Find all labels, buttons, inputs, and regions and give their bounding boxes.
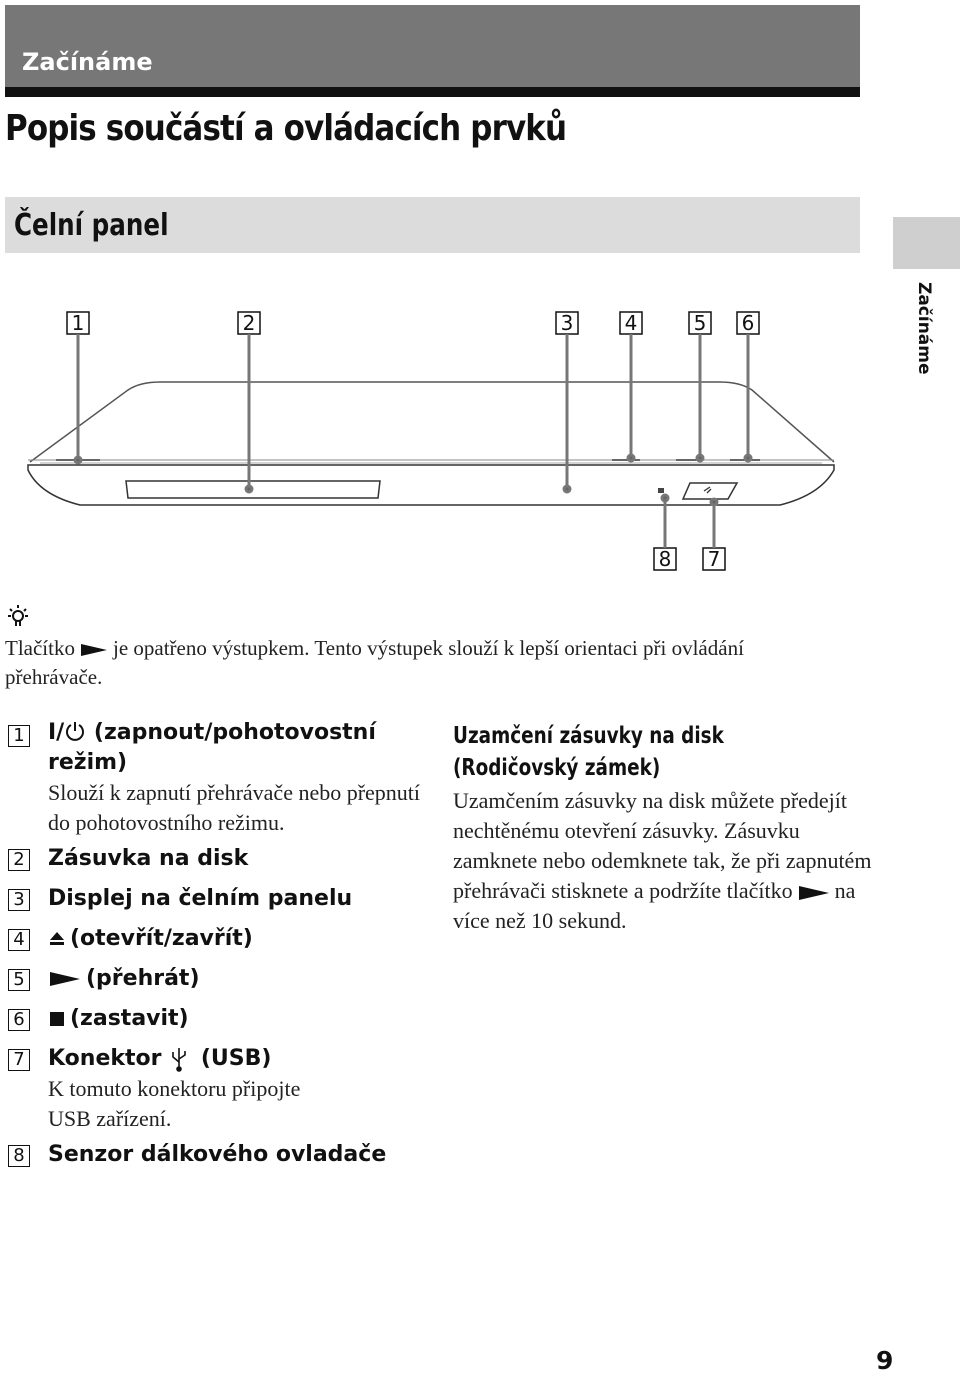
- item-number: 6: [8, 1009, 30, 1031]
- play-icon: [48, 970, 82, 988]
- item-number: 1: [8, 725, 30, 747]
- power-icon: I/: [48, 720, 86, 745]
- remote-sensor: [658, 488, 664, 493]
- item-number: 3: [8, 889, 30, 911]
- lock-heading-1: Uzamčení zásuvky na disk: [453, 723, 724, 749]
- list-item-1: [8, 718, 438, 838]
- callout-2-label: 2: [242, 311, 256, 335]
- callout-7: [703, 547, 725, 571]
- callout-4: [620, 311, 642, 335]
- side-tab: [893, 217, 960, 269]
- item-title: Displej na čelním panelu: [48, 886, 353, 911]
- item-number: 7: [8, 1049, 30, 1071]
- callout-8-label: 8: [658, 547, 672, 571]
- item-number: 2: [8, 849, 30, 871]
- callout-6-label: 6: [741, 311, 755, 335]
- section-label: Začínáme: [22, 48, 153, 76]
- section-rule: [5, 87, 860, 97]
- item-title-text: (USB): [200, 1046, 272, 1071]
- usb-port: [683, 483, 737, 499]
- list-item-8: [8, 1140, 438, 1170]
- item-description: Slouží k zapnutí přehrávače nebo přepnutí do pohotovostního režimu.: [48, 780, 421, 835]
- callout-5: [689, 311, 711, 335]
- callout-3: [556, 311, 578, 335]
- side-tab-label: Začínáme: [914, 282, 934, 375]
- item-title-text: (zastavit): [70, 1006, 189, 1031]
- play-icon: [797, 884, 831, 902]
- lock-body-before: Uzamčením zásuvky na disk můžete předejít nechtěnému otevření zásuvky. Zásuvku zamknete nebo odemknete tak, že při zapnutém přehrávači stisknete a podržíte tlačítko: [453, 788, 872, 903]
- item-title: [48, 964, 438, 994]
- callout-3-label: 3: [560, 311, 574, 335]
- list-item-5: [8, 964, 438, 994]
- item-title: [48, 924, 438, 954]
- lock-body: [453, 786, 873, 936]
- item-title-before: Konektor: [48, 1046, 162, 1071]
- hint-text: [5, 634, 835, 692]
- item-title: [48, 718, 438, 778]
- page-title: Popis součástí a ovládacích prvků: [5, 108, 567, 149]
- item-title: Zásuvka na disk: [48, 846, 249, 871]
- lock-heading-2: (Rodičovský zámek): [453, 755, 661, 781]
- play-icon: [79, 642, 109, 658]
- item-title: Senzor dálkového ovladače: [48, 1142, 387, 1167]
- front-panel-diagram: [0, 300, 860, 590]
- usb-icon: [169, 1046, 189, 1072]
- item-description: K tomuto konektoru připojte USB zařízení.: [48, 1076, 301, 1131]
- list-item-7: [8, 1044, 438, 1134]
- list-item-3: [8, 884, 438, 914]
- list-item-4: [8, 924, 438, 954]
- callout-4-label: 4: [624, 311, 638, 335]
- subsection-title: Čelní panel: [14, 208, 169, 243]
- item-title: [48, 1044, 438, 1074]
- callout-8: [654, 547, 676, 571]
- item-title-text: (zapnout/pohotovostní režim): [48, 720, 376, 775]
- callout-7-label: 7: [707, 547, 721, 571]
- eject-icon: [48, 930, 66, 948]
- hint-text-before: Tlačítko: [5, 636, 75, 660]
- parental-lock-section: [453, 720, 873, 936]
- item-title-text: (otevřít/zavřít): [70, 926, 253, 951]
- callout-2: [238, 311, 260, 335]
- item-title-text: (přehrát): [86, 966, 200, 991]
- item-number: 4: [8, 929, 30, 951]
- callout-6: [737, 311, 759, 335]
- item-number: 5: [8, 969, 30, 991]
- item-number: 8: [8, 1145, 30, 1167]
- list-item-6: [8, 1004, 438, 1034]
- hint-text-after: je opatřeno výstupkem. Tento výstupek slouží k lepší orientaci při ovládání přehrávače.: [5, 636, 744, 689]
- callout-1: [67, 311, 89, 335]
- parts-list: [8, 718, 438, 1170]
- lock-body-after: na více než 10 sekund.: [453, 878, 856, 933]
- item-title: [48, 1004, 438, 1034]
- player-front-panel: [28, 382, 834, 505]
- page-number: 9: [876, 1346, 894, 1375]
- stop-icon: [48, 1010, 66, 1028]
- callout-1-label: 1: [71, 311, 85, 335]
- side-tab-label-box: [914, 282, 936, 375]
- list-item-2: [8, 844, 438, 874]
- callout-5-label: 5: [693, 311, 707, 335]
- tip-bulb-icon: [7, 604, 29, 628]
